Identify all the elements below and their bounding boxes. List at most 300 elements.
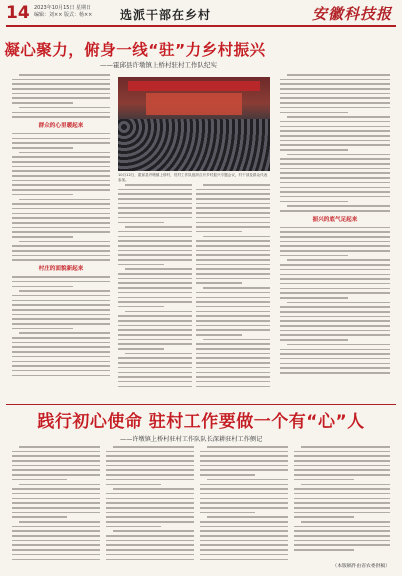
text-line <box>118 367 192 369</box>
text-line <box>106 554 194 556</box>
article1-column-2 <box>118 184 192 400</box>
text-line <box>294 530 390 532</box>
masthead-rule <box>6 25 396 27</box>
text-line <box>196 222 270 224</box>
text-line <box>294 535 390 537</box>
text-line <box>196 240 270 242</box>
text-line <box>12 318 110 320</box>
article1-column-3 <box>196 184 270 400</box>
text-line <box>12 554 100 556</box>
text-line <box>280 135 390 137</box>
text-line <box>118 259 192 261</box>
text-line <box>200 559 288 561</box>
text-line <box>280 339 348 341</box>
text-line <box>118 343 192 345</box>
text-line <box>12 259 110 261</box>
text-line <box>12 328 73 330</box>
text-line <box>287 74 390 76</box>
text-line <box>118 348 164 350</box>
text-line <box>12 97 110 99</box>
text-line <box>12 465 100 467</box>
text-line <box>280 210 390 212</box>
text-line <box>12 375 110 377</box>
text-line <box>12 535 100 537</box>
text-line <box>301 484 390 486</box>
text-line <box>294 474 390 476</box>
text-line <box>280 144 390 146</box>
text-line <box>196 245 270 247</box>
text-line <box>106 526 161 528</box>
text-line <box>280 168 390 170</box>
article2-column-4 <box>294 446 390 560</box>
text-line <box>118 254 192 256</box>
text-line <box>12 300 110 302</box>
text-line <box>12 474 100 476</box>
article2-subheadline: ——许墩镇上桥村驻村工作队队长深耕驻村工作侧记 <box>120 436 263 443</box>
text-line <box>294 455 390 457</box>
text-line <box>12 346 110 348</box>
text-line <box>196 212 270 214</box>
text-line <box>200 526 288 528</box>
text-line <box>12 286 73 288</box>
text-line <box>12 203 110 205</box>
text-line <box>12 255 110 257</box>
text-line <box>12 370 110 372</box>
date-info <box>34 5 92 19</box>
text-line <box>19 290 110 292</box>
text-line <box>12 516 67 518</box>
text-line <box>12 365 110 367</box>
text-line <box>196 193 270 195</box>
text-line <box>200 498 288 500</box>
text-line <box>12 147 73 149</box>
text-line <box>12 342 110 344</box>
text-line <box>12 361 110 363</box>
text-line <box>280 93 390 95</box>
article1-subhead: 振兴的底气足起来 <box>312 216 358 223</box>
text-line <box>113 446 194 448</box>
article2-headline: 践行初心使命 驻村工作要做一个有“心”人 <box>37 412 365 432</box>
article1-column-1 <box>12 74 110 400</box>
text-line <box>196 334 242 336</box>
text-line <box>12 161 110 163</box>
text-line <box>203 339 270 341</box>
text-line <box>280 241 390 243</box>
text-line <box>106 451 194 453</box>
text-line <box>106 549 194 551</box>
text-line <box>12 323 110 325</box>
text-line <box>280 187 390 189</box>
text-line <box>287 154 390 156</box>
text-line <box>196 381 270 383</box>
text-line <box>196 362 270 364</box>
text-line <box>12 180 110 182</box>
text-line <box>200 451 288 453</box>
text-line <box>207 479 288 481</box>
text-line <box>280 245 390 247</box>
text-line <box>200 507 288 509</box>
text-line <box>12 549 100 551</box>
text-line <box>280 269 390 271</box>
text-line <box>19 152 110 154</box>
text-line <box>12 208 110 210</box>
text-line <box>118 212 192 214</box>
text-line <box>280 325 390 327</box>
text-line <box>118 376 192 378</box>
article1-subheadline: ——霍邱县许墩镇上桥村驻村工作队纪实 <box>100 61 217 69</box>
text-line <box>280 121 390 123</box>
text-line <box>118 362 192 364</box>
text-line <box>294 544 390 546</box>
text-line <box>280 112 348 114</box>
text-line <box>118 245 192 247</box>
text-line <box>200 512 255 514</box>
text-line <box>196 231 242 233</box>
text-line <box>196 311 270 313</box>
article1-photo <box>118 77 270 171</box>
text-line <box>118 381 192 383</box>
text-line <box>200 460 288 462</box>
text-line <box>280 311 390 313</box>
text-line <box>118 222 164 224</box>
text-line <box>280 306 390 308</box>
text-line <box>200 455 288 457</box>
section-title: 选派干部在乡村 <box>120 8 212 22</box>
text-line <box>106 474 194 476</box>
text-line <box>196 264 270 266</box>
text-line <box>118 357 192 359</box>
article2-column-1 <box>12 446 100 564</box>
text-line <box>280 88 390 90</box>
text-line <box>196 292 270 294</box>
text-line <box>106 455 194 457</box>
text-line <box>196 259 270 261</box>
text-line <box>106 559 194 561</box>
text-line <box>12 189 110 191</box>
text-line <box>12 540 100 542</box>
text-line <box>200 493 288 495</box>
text-line <box>196 376 270 378</box>
text-line <box>301 446 390 448</box>
text-line <box>280 367 390 369</box>
text-line <box>12 455 100 457</box>
text-line <box>196 357 270 359</box>
text-line <box>113 530 194 532</box>
text-line <box>200 549 288 551</box>
page-number: 14 <box>6 3 30 23</box>
text-line <box>125 353 192 355</box>
text-line <box>19 521 100 523</box>
text-line <box>294 469 390 471</box>
text-line <box>294 488 390 490</box>
text-line <box>196 315 270 317</box>
text-line <box>200 535 288 537</box>
text-line <box>125 184 192 186</box>
text-line <box>12 133 110 135</box>
text-line <box>19 446 100 448</box>
text-line <box>106 540 194 542</box>
text-line <box>12 170 110 172</box>
text-line <box>12 227 110 229</box>
photo-screen <box>146 93 242 115</box>
text-line <box>118 273 192 275</box>
text-line <box>294 493 390 495</box>
text-line <box>12 194 73 196</box>
text-line <box>200 488 288 490</box>
text-line <box>118 282 192 284</box>
text-line <box>280 358 390 360</box>
text-line <box>118 189 192 191</box>
text-line <box>118 198 192 200</box>
text-line <box>12 175 110 177</box>
text-line <box>203 236 270 238</box>
text-line <box>280 278 390 280</box>
text-line <box>280 274 390 276</box>
text-line <box>118 292 192 294</box>
text-line <box>203 184 270 186</box>
text-line <box>12 460 100 462</box>
text-line <box>12 351 110 353</box>
text-line <box>200 484 288 486</box>
text-line <box>106 521 194 523</box>
text-line <box>12 498 100 500</box>
text-line <box>294 549 354 551</box>
text-line <box>12 217 110 219</box>
text-line <box>106 484 161 486</box>
text-line <box>12 493 100 495</box>
text-line <box>125 311 192 313</box>
text-line <box>12 309 110 311</box>
text-line <box>287 205 390 207</box>
text-line <box>280 158 390 160</box>
text-line <box>301 521 390 523</box>
text-line <box>12 314 110 316</box>
text-line <box>12 507 100 509</box>
text-line <box>19 484 100 486</box>
text-line <box>196 372 270 374</box>
text-line <box>280 372 390 374</box>
text-line <box>294 465 390 467</box>
text-line <box>203 287 270 289</box>
text-line <box>280 363 390 365</box>
text-line <box>106 460 194 462</box>
text-line <box>280 297 348 299</box>
text-line <box>118 217 192 219</box>
article2-column-3 <box>200 446 288 564</box>
text-line <box>196 226 270 228</box>
text-line <box>200 474 255 476</box>
text-line <box>118 306 164 308</box>
text-line <box>200 521 288 523</box>
text-line <box>12 213 110 215</box>
text-line <box>12 530 100 532</box>
text-line <box>106 516 194 518</box>
text-line <box>12 281 110 283</box>
text-line <box>19 241 110 243</box>
text-line <box>196 320 270 322</box>
text-line <box>207 516 288 518</box>
text-line <box>280 264 390 266</box>
text-line <box>118 264 164 266</box>
text-line <box>12 337 110 339</box>
text-line <box>118 297 192 299</box>
text-line <box>106 544 194 546</box>
text-line <box>12 451 100 453</box>
text-line <box>280 316 390 318</box>
text-line <box>118 386 192 388</box>
text-line <box>280 349 390 351</box>
text-line <box>294 498 390 500</box>
text-line <box>12 102 73 104</box>
text-line <box>12 479 67 481</box>
text-line <box>12 559 100 561</box>
text-line <box>294 451 390 453</box>
text-line <box>106 535 194 537</box>
text-line <box>118 329 192 331</box>
text-line <box>12 250 110 252</box>
text-line <box>200 530 288 532</box>
text-line <box>118 231 192 233</box>
text-line <box>196 367 270 369</box>
text-line <box>280 182 390 184</box>
text-line <box>19 199 110 201</box>
text-line <box>12 512 100 514</box>
text-line <box>294 507 390 509</box>
text-line <box>196 254 270 256</box>
text-line <box>280 353 390 355</box>
text-line <box>12 142 110 144</box>
text-line <box>196 250 270 252</box>
text-line <box>12 304 110 306</box>
text-line <box>125 226 192 228</box>
text-line <box>280 149 348 151</box>
article1-subhead: 村庄的面貌新起来 <box>38 266 84 273</box>
text-line <box>280 227 390 229</box>
article2-footnote: （本版稿件由省农委供稿） <box>332 564 390 569</box>
text-line <box>118 236 192 238</box>
masthead <box>0 0 402 30</box>
text-line <box>106 465 194 467</box>
text-line <box>196 189 270 191</box>
text-line <box>294 526 390 528</box>
text-line <box>118 325 192 327</box>
text-line <box>106 469 194 471</box>
text-line <box>280 102 390 104</box>
text-line <box>280 201 348 203</box>
text-line <box>118 207 192 209</box>
article1-headline: 凝心聚力，俯身一线“驻”力乡村振兴 <box>4 41 266 59</box>
text-line <box>196 348 270 350</box>
text-line <box>106 502 194 504</box>
text-line <box>196 278 270 280</box>
text-line <box>118 320 192 322</box>
text-line <box>19 74 110 76</box>
text-line <box>200 502 288 504</box>
text-line <box>12 469 100 471</box>
text-line <box>12 526 100 528</box>
text-line <box>196 273 270 275</box>
text-line <box>200 465 288 467</box>
text-line <box>200 554 288 556</box>
text-line <box>12 93 110 95</box>
text-line <box>19 107 110 109</box>
text-line <box>12 184 110 186</box>
text-line <box>287 259 390 261</box>
text-line <box>12 356 110 358</box>
photo-banner <box>128 81 260 91</box>
text-line <box>196 301 270 303</box>
text-line <box>118 334 192 336</box>
text-line <box>294 460 390 462</box>
text-line <box>287 344 390 346</box>
text-line <box>118 301 192 303</box>
text-line <box>196 353 270 355</box>
text-line <box>12 276 110 278</box>
text-line <box>12 112 110 114</box>
text-line <box>280 172 390 174</box>
article1-column-4 <box>280 74 390 400</box>
text-line <box>12 222 110 224</box>
text-line <box>280 130 390 132</box>
text-line <box>280 292 390 294</box>
text-line <box>12 88 110 90</box>
text-line <box>106 512 194 514</box>
newspaper-logo: 安徽科技报 <box>311 5 392 23</box>
text-line <box>280 283 390 285</box>
text-line <box>280 288 390 290</box>
text-line <box>280 250 390 252</box>
text-line <box>280 107 390 109</box>
article2-column-2 <box>106 446 194 564</box>
text-line <box>118 287 192 289</box>
text-line <box>280 334 390 336</box>
text-line <box>280 126 390 128</box>
article-divider <box>6 404 396 405</box>
text-line <box>280 140 390 142</box>
text-line <box>294 502 390 504</box>
text-line <box>294 512 390 514</box>
text-line <box>12 544 100 546</box>
text-line <box>196 282 242 284</box>
text-line <box>118 203 192 205</box>
text-line <box>196 203 270 205</box>
text-line <box>196 207 270 209</box>
text-line <box>287 116 390 118</box>
text-line <box>12 79 110 81</box>
article1-subhead: 群众的心里暖起来 <box>38 122 84 129</box>
text-line <box>280 196 390 198</box>
text-line <box>200 469 288 471</box>
text-line <box>12 83 110 85</box>
text-line <box>12 231 110 233</box>
text-line <box>200 540 288 542</box>
text-line <box>118 372 192 374</box>
text-line <box>12 166 110 168</box>
text-line <box>12 295 110 297</box>
text-line <box>280 163 390 165</box>
text-line <box>196 306 270 308</box>
text-line <box>196 325 270 327</box>
text-line <box>106 507 194 509</box>
text-line <box>200 544 288 546</box>
photo-caption: 10月12日，霍邱县许墩镇上桥村，驻村工作队组织召开乡村振兴专题会议，村干部及群众代表参加。 <box>118 173 268 182</box>
text-line <box>196 343 270 345</box>
text-line <box>280 83 390 85</box>
text-line <box>118 315 192 317</box>
text-line <box>280 97 390 99</box>
text-line <box>125 268 192 270</box>
text-line <box>106 498 194 500</box>
